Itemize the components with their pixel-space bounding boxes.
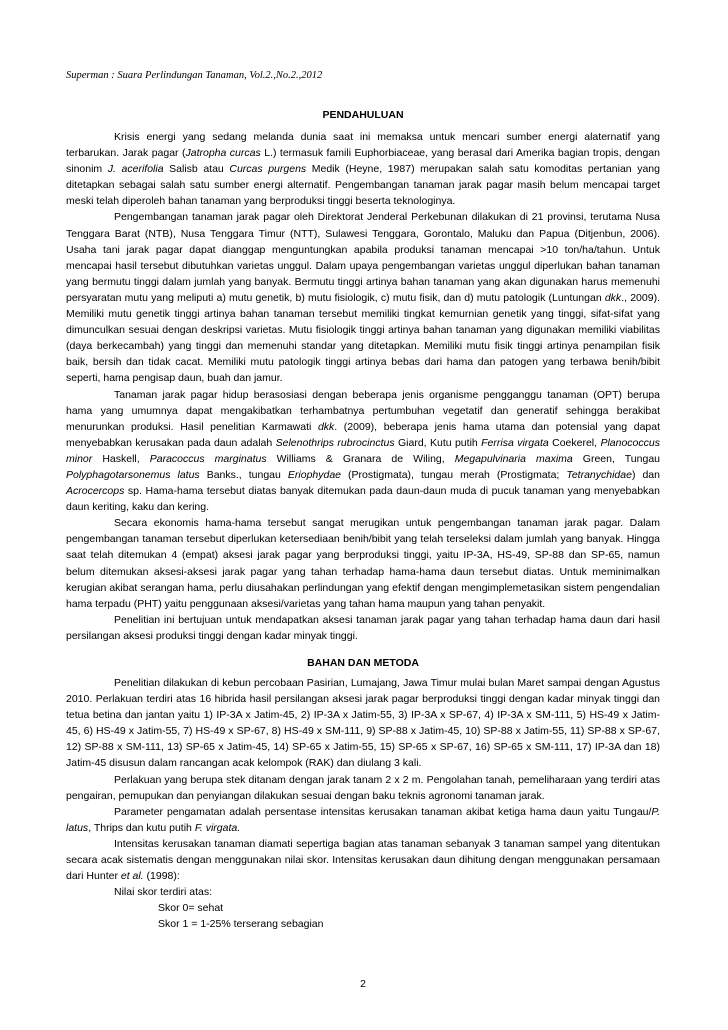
paragraph-6: Penelitian dilakukan di kebun percobaan Pasirian, Lumajang, Jawa Timur mulai bulan Maret sampai dengan Agustus 2010. Perlakuan terdiri atas 16 hibrida hasil persilangan aksesi jarak pagar berproduksi tinggi dengan kadar minyak tinggi dan tetua betina dan jantan yaitu 1) IP-3A x Jatim-45, 2) IP-3A x Jatim-55, 3) IP-3A x SP-67, 4) IP-3A x SM-111, 5) HS-49 x Jatim-45, 6) HS-49 x Jatim-55, 7) HS-49 x SP-67, 8) HS-49 x SM-111, 9) SP-88 x Jatim-45, 10) SP-88 x Jatim-55, 11) SP-88 x SP-67, 12) SP-88 x SM-111, 13) SP-65 x Jatim-45, 14) SP-65 x Jatim-55, 15) SP-65 x SP-67, 16) SP-65 x SM-111, 17) IP-3A dan 18) Jatim-45 disusun dalam rancangan acak kelompok (RAK) dan diulang 3 kali. xyxy=(66,677,660,770)
paragraph-3: Tanaman jarak pagar hidup berasosiasi dengan beberapa jenis organisme pengganggu tanaman (OPT) berupa hama yang umumnya dapat mengakibatkan terhambatnya pertumbuhan vegetatif dan generatif sehingga berakibat menurunkan produksi. Hasil penelitian Karmawati dkk. (2009), beberapa jenis hama utama dan potensial yang dapat menyebabkan kerusakan pada daun adalah Selenothrips rubrocinctus Giard, Kutu putih Ferrisa virgata Coekerel, Planococcus minor Haskell, Paracoccus marginatus Williams & Granara de Wiling, Megapulvinaria maxima Green, Tungau Polyphagotarsonemus latus Banks., tungau Eriophydae (Prostigmata), tungau merah (Prostigmata; Tetranychidae) dan Acrocercops sp. Hama-hama tersebut diatas banyak ditemukan pada daun-daun muda di pucuk tanaman yang menyebabkan daun keriting, kaku dan kering. xyxy=(66,388,661,514)
paragraph-4: Secara ekonomis hama-hama tersebut sangat merugikan untuk pengembangan tanaman jarak pagar. Dalam pengembangan tanaman tersebut diperlukan ketersediaan benih/bibit yang telah terseleksi dalam jumlah yang banyak. Hingga saat telah ditemukan 4 (empat) aksesi jarak pagar yang berproduksi tinggi, yaitu IP-3A, HS-49, SP-88 dan SP-65, namun belum ditemukan aksesi-aksesi jarak pagar yang tahan terhadap hama-hama daun tersebut diatas. Untuk meminimalkan kerugian akibat serangan hama, perlu diusahakan perlindungan yang efektif dengan mengimplemetasikan sistem pengendalian hama terpadu (PHT) yaitu penggunaan aksesi/varietas yang tahan hama maupun yang tahan penyakit. xyxy=(66,517,660,610)
section-pendahuluan xyxy=(66,129,660,644)
paragraph-1: Krisis energi yang sedang melanda dunia saat ini memaksa untuk mencari sumber energi alaternatif yang terbarukan. Jarak pagar (Jatropha curcas L.) termasuk famili Euphorbiaceae, yang berasal dari Amerika bagian tropis, dengan sinonim J. acerifolia Salisb atau Curcas purgens Medik (Heyne, 1987) merupakan salah satu komoditas pertanian yang ditetapkan sebagai salah satu sumber energi alternatif. Pengembangan tanaman jarak pagar masih belum mencapai target meski telah diperoleh bahan tanaman yang berproduksi tinggi beserta teknologinya. xyxy=(66,131,660,208)
section-title-pendahuluan: PENDAHULUAN xyxy=(322,109,404,121)
paragraph-2: Pengembangan tanaman jarak pagar oleh Direktorat Jenderal Perkebunan dilakukan di 21 provinsi, terutama Nusa Tenggara Barat (NTB), Nusa Tenggara Timur (NTT), Sulawesi Tenggara, Gorontalo, Maluku dan Papua (Ditjenbun, 2006). Usaha tani jarak pagar dapat dianggap menguntungkan apabila produksi tanaman mencapai >10 ton/ha/tahun. Untuk mencapai hasil tersebut dibutuhkan varietas unggul. Dalam upaya pengembangan varietas unggul diperlukan bahan tanaman yang bermutu tinggi dalam jumlah yang banyak. Bermutu tinggi artinya bahan tanaman yang akan digunakan harus memenuhi persyaratan mutu yang meliputi a) mutu genetik, b) mutu fisiologik, c) mutu fisik, dan d) mutu patologik (Luntungan dkk., 2009). Memiliki mutu genetik tinggi artinya bahan tanaman tersebut memiliki tingkat kemurnian genetik yang tinggi, sifat-sifat yang dimunculkan sesuai dengan deskripsi varietas. Mutu fisiologik tinggi artinya bahan tanaman yang digunakan memiliki viabilitas (daya berkecambah) yang tinggi dan memenuhi standar yang ditetapkan. Memiliki mutu fisik tinggi artinya penampilan fisik baik, bersih dan tidak cacat. Memiliki mutu patologik tinggi artinya bebas dari hama dan patogen yang terbawa benih/bibit seperti, hama pengisap daun, buah dan jamur. xyxy=(66,211,660,385)
document-page xyxy=(66,58,661,990)
score-item-0: Skor 0= sehat xyxy=(158,902,224,915)
paragraph-9: Intensitas kerusakan tanaman diamati sepertiga bagian atas tanaman sebanyak 3 tanaman sampel yang ditentukan secara acak sistematis dengan menggunakan nilai skor. Intensitas kerusakan daun dihitung dengan menggunakan persamaan dari Hunter et al. (1998): xyxy=(66,837,660,883)
page-number: 2 xyxy=(360,978,366,990)
section-bahan-dan-metoda xyxy=(66,675,660,933)
score-item-1: Skor 1 = 1-25% terserang sebagian xyxy=(158,918,324,931)
paragraph-8: Parameter pengamatan adalah persentase intensitas kerusakan tanaman akibat ketiga hama daun yaitu Tungau/P. latus, Thrips dan kutu putih F. virgata. xyxy=(66,805,660,834)
score-intro: Nilai skor terdiri atas: xyxy=(114,886,213,899)
paragraph-7: Perlakuan yang berupa stek ditanam dengan jarak tanam 2 x 2 m. Pengolahan tanah, pemeliharaan yang terdiri atas pengairan, pemupukan dan penyiangan dilakukan sesuai dengan baku teknis agronomi tanaman jarak. xyxy=(66,773,660,802)
section-title-bahan-dan-metoda: BAHAN DAN METODA xyxy=(307,657,419,669)
journal-header: Superman : Suara Perlindungan Tanaman, Vol.2.,No.2.,2012 xyxy=(66,70,323,81)
paragraph-5: Penelitian ini bertujuan untuk mendapatkan aksesi tanaman jarak pagar yang tahan terhadap hama daun dari hasil persilangan aksesi produksi tinggi dengan kadar minyak tinggi. xyxy=(66,613,660,642)
